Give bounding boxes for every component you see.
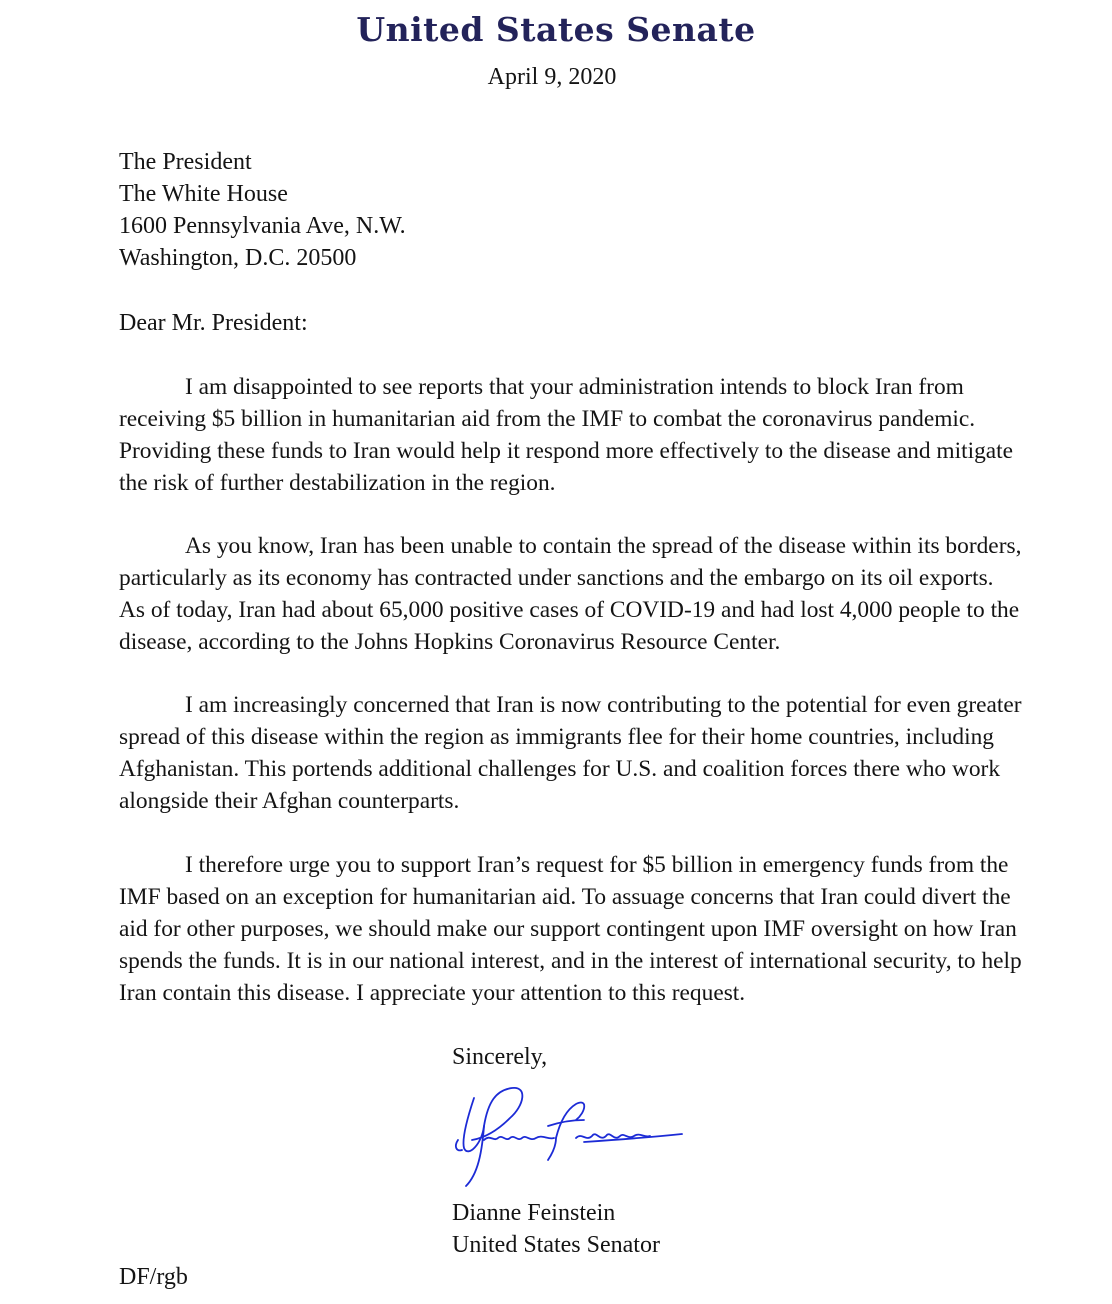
recipient-line: The President bbox=[119, 149, 252, 175]
body-paragraph-2: As you know, Iran has been unable to contain the spread of the disease within its borders, particularly as its economy has contracted under sanctions and the embargo on its oil exports. As of today, Iran had about 65,000 positive cases of COVID-19 and had lost 4,000 people to the disease, according to the Johns Hopkins Coronavirus Resource Center. bbox=[119, 533, 1022, 655]
letter-date: April 9, 2020 bbox=[487, 64, 617, 90]
handwritten-signature bbox=[444, 1082, 694, 1192]
typist-initials: DF/rgb bbox=[119, 1264, 188, 1290]
signer-name: Dianne Feinstein bbox=[452, 1200, 616, 1226]
recipient-line: The White House bbox=[119, 181, 288, 207]
senate-letterhead: United States Senate bbox=[356, 10, 756, 49]
body-paragraph-3: I am increasingly concerned that Iran is now contributing to the potential for even greater spread of this disease within the region as immigrants flee for their home countries, including Afghanistan. This portends additional challenges for U.S. and coalition forces there who work alongside their Afghan counterparts. bbox=[119, 692, 1022, 814]
recipient-line: Washington, D.C. 20500 bbox=[119, 245, 357, 271]
salutation: Dear Mr. President: bbox=[119, 310, 308, 336]
signer-title: United States Senator bbox=[452, 1232, 660, 1258]
recipient-line: 1600 Pennsylvania Ave, N.W. bbox=[119, 213, 406, 239]
body-paragraph-4: I therefore urge you to support Iran’s request for $5 billion in emergency funds from the IMF based on an exception for humanitarian aid. To assuage concerns that Iran could divert the aid for other purposes, we should make our support contingent upon IMF oversight on how Iran spends the funds. It is in our national interest, and in the interest of international security, to help Iran contain this disease. I appreciate your attention to this request. bbox=[119, 852, 1022, 1006]
body-paragraph-1: I am disappointed to see reports that your administration intends to block Iran from receiving $5 billion in humanitarian aid from the IMF to combat the coronavirus pandemic. Providing these funds to Iran would help it respond more effectively to the disease and mitigate the risk of further destabilization in the region. bbox=[119, 374, 1014, 496]
recipient-address bbox=[119, 146, 406, 274]
signer-block bbox=[452, 1197, 660, 1261]
closing: Sincerely, bbox=[452, 1044, 548, 1070]
